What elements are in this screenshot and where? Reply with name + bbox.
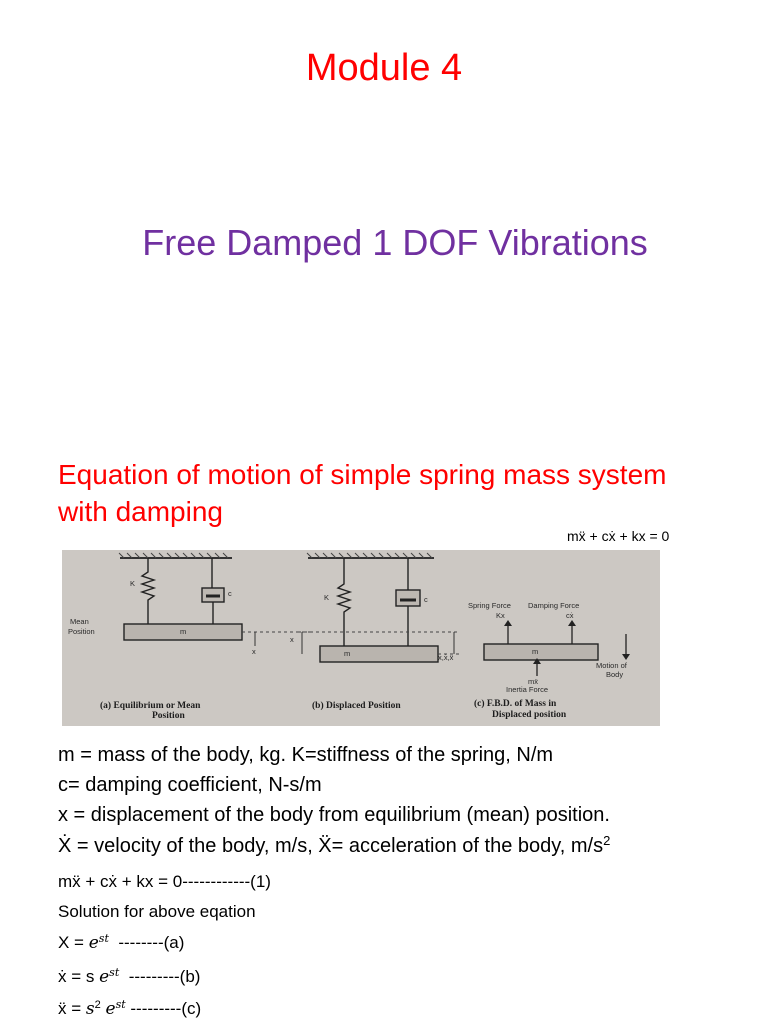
damper-a xyxy=(202,558,224,624)
label-motion-of: Motion of xyxy=(596,661,627,670)
label-position: Position xyxy=(68,627,95,636)
step-a-exp: st xyxy=(98,931,109,945)
step-c-s-sup: 2 xyxy=(94,998,101,1011)
velocity-acceleration-text: Ẋ = velocity of the body, m/s, Ẍ= acceleration of the body, m/s xyxy=(58,835,604,857)
label-c-b: c xyxy=(424,595,428,604)
slide-title: Free Damped 1 DOF Vibrations xyxy=(142,222,648,263)
step-b-e: e xyxy=(99,967,110,987)
solution-intro: Solution for above eqation xyxy=(58,902,256,921)
label-c-a: c xyxy=(228,589,232,598)
mass-b xyxy=(320,646,438,662)
caption-c-line1: (c) F.B.D. of Mass in xyxy=(474,699,557,709)
caption-b: (b) Displaced Position xyxy=(312,701,401,711)
label-mean: Mean xyxy=(70,617,89,626)
step-c-s: s xyxy=(85,999,95,1019)
ceiling-a xyxy=(119,553,232,558)
step-c-exp: st xyxy=(115,997,126,1011)
label-m-b: m xyxy=(344,649,351,658)
label-spring-force: Spring Force xyxy=(468,601,511,610)
label-cx: cẋ xyxy=(566,611,574,620)
numbered-equation: mẍ + cẋ + kx = 0------------(1) xyxy=(58,872,271,891)
label-kx: Kx xyxy=(496,611,505,620)
step-a-tag: --------(a) xyxy=(108,933,185,952)
label-xxx: x,ẋ,ẍ xyxy=(438,653,454,662)
definition-mass-stiffness: m = mass of the body, kg. K=stiffness of the spring, N/m xyxy=(58,744,554,766)
spring-force-arrowhead xyxy=(504,620,512,626)
step-b-lhs: ẋ = s xyxy=(58,967,100,986)
caption-c-line2: Displaced position xyxy=(492,710,567,720)
mass-c xyxy=(484,644,598,660)
damper-b xyxy=(396,558,420,646)
ceiling-b xyxy=(307,553,434,558)
squared-superscript: 2 xyxy=(603,832,611,848)
step-a-lhs: X = xyxy=(58,933,89,952)
label-mxdd: mẍ xyxy=(528,677,538,686)
step-b-exp: st xyxy=(109,965,120,979)
module-title: Module 4 xyxy=(305,47,463,89)
label-damping-force: Damping Force xyxy=(528,601,580,610)
solution-step-a xyxy=(58,928,184,958)
definition-damping: c= damping coefficient, N-s/m xyxy=(58,774,322,796)
caption-a-line2: Position xyxy=(152,711,185,721)
equation-of-motion: mẍ + cẋ + kx = 0 xyxy=(567,528,670,544)
damping-force-arrowhead xyxy=(568,620,576,626)
step-c-e: e xyxy=(105,999,116,1019)
step-c-tag: ---------(c) xyxy=(125,999,202,1018)
spring-b xyxy=(338,558,350,646)
solution-step-c xyxy=(58,994,201,1024)
caption-a-line1: (a) Equilibrium or Mean xyxy=(100,701,201,711)
label-inertia-force: Inertia Force xyxy=(506,685,549,694)
step-a-e: e xyxy=(88,933,99,953)
label-x-a: x xyxy=(252,647,256,656)
figure-diagram xyxy=(62,550,660,726)
spring-a xyxy=(142,558,154,624)
definition-velocity-acceleration xyxy=(58,831,610,861)
solution-step-b xyxy=(58,962,200,992)
definition-displacement: x = displacement of the body from equilibrium (mean) position. xyxy=(58,804,610,826)
spring-mass-damper-figure xyxy=(62,550,660,726)
step-b-tag: ---------(b) xyxy=(119,967,201,986)
label-m-c: m xyxy=(532,647,539,656)
step-c-lhs: ẍ = xyxy=(58,999,86,1018)
motion-arrowhead xyxy=(622,654,630,660)
label-body: Body xyxy=(606,670,624,679)
label-m-a: m xyxy=(180,627,187,636)
label-k-a: K xyxy=(130,579,136,588)
section-heading: Equation of motion of simple spring mass system with damping xyxy=(58,459,667,527)
label-k-b: K xyxy=(324,593,330,602)
label-x-b: x xyxy=(290,635,294,644)
